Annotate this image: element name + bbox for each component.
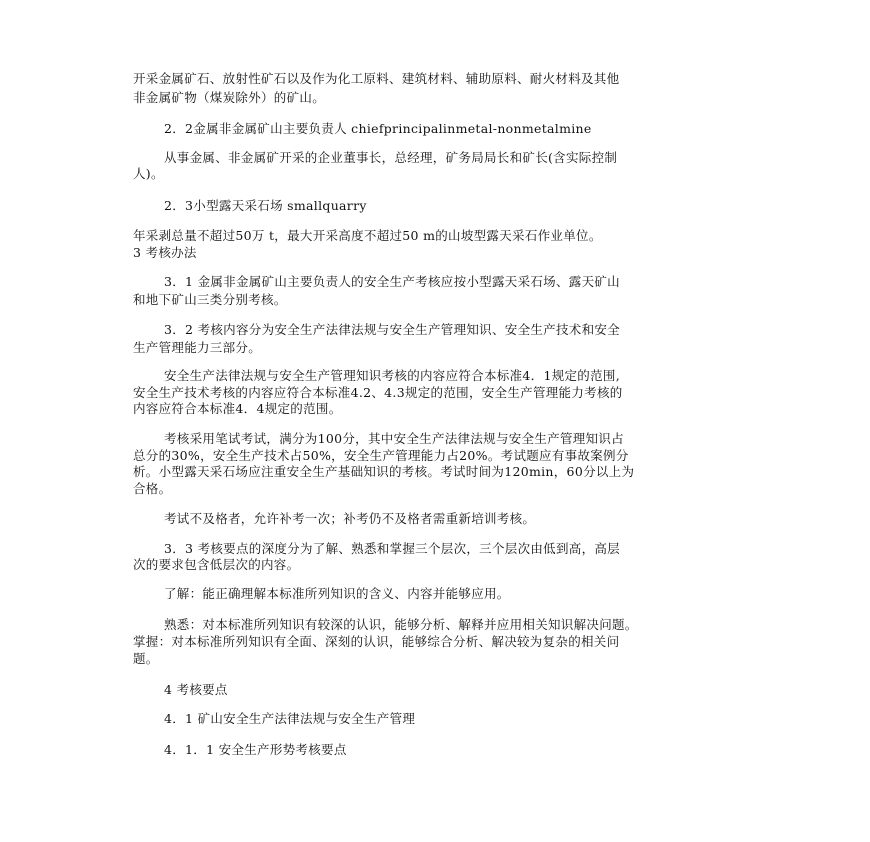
text-line: 安全生产技术考核的内容应符合本标准4.2、4.3规定的范围，安全生产管理能力考核的 [133, 385, 623, 400]
section-heading-4: 4 考核要点 [164, 682, 228, 697]
text-line: 3．2 考核内容分为安全生产法律法规与安全生产管理知识、安全生产技术和安全 [164, 322, 620, 337]
section-heading-4-1: 4．1 矿山安全生产法律法规与安全生产管理 [164, 711, 416, 726]
text-line: 熟悉：对本标准所列知识有较深的认识，能够分析、解释并应用相关知识解决问题。 [164, 617, 638, 632]
text-line: 3．1 金属非金属矿山主要负责人的安全生产考核应按小型露天采石场、露天矿山 [164, 274, 620, 289]
text-line: 3．3 考核要点的深度分为了解、熟悉和掌握三个层次，三个层次由低到高，高层 [164, 541, 620, 556]
text-line: 掌握：对本标准所列知识有全面、深刻的认识，能够综合分析、解决较为复杂的相关问 [133, 634, 620, 649]
text-line: 和地下矿山三类分别考核。 [133, 292, 287, 307]
text-line: 安全生产法律法规与安全生产管理知识考核的内容应符合本标准4．1规定的范围, [164, 368, 620, 383]
text-line: 析。小型露天采石场应注重安全生产基础知识的考核。考试时间为120min，60分以上为 [133, 464, 635, 479]
text-line: 题。 [133, 651, 159, 666]
text-line: 考试不及格者，允许补考一次；补考仍不及格者需重新培训考核。 [164, 511, 536, 526]
text-line: 生产管理能力三部分。 [133, 340, 262, 355]
text-line: 从事金属、非金属矿开采的企业董事长，总经理，矿务局局长和矿长(含实际控制 [164, 150, 618, 165]
text-line: 人)。 [133, 166, 164, 181]
section-heading-4-1-1: 4．1．1 安全生产形势考核要点 [164, 742, 347, 757]
text-line: 总分的30%，安全生产技术占50%，安全生产管理能力占20%。考试题应有事故案例分 [133, 448, 629, 463]
text-line: 合格。 [133, 481, 172, 496]
text-line: 年采剥总量不超过50万 t，最大开采高度不超过50 m的山坡型露天采石作业单位。 [133, 228, 602, 243]
text-line: 考核采用笔试考试，满分为100分，其中安全生产法律法规与安全生产管理知识占 [164, 431, 624, 446]
section-heading-2-3: 2．3小型露天采石场 smallquarry [164, 198, 367, 213]
text-line: 开采金属矿石、放射性矿石以及作为化工原料、建筑材料、辅助原料、耐火材料及其他 [133, 71, 620, 86]
section-heading-3: 3 考核办法 [133, 245, 197, 260]
section-heading-2-2: 2．2金属非金属矿山主要负责人 chiefprincipalinmetal-nonmetalmine [164, 121, 592, 136]
text-line: 了解：能正确理解本标准所列知识的含义、内容并能够应用。 [164, 586, 510, 601]
text-line: 次的要求包含低层次的内容。 [133, 557, 300, 572]
text-line: 内容应符合本标准4．4规定的范围。 [133, 401, 342, 416]
text-line: 非金属矿物（煤炭除外）的矿山。 [133, 90, 326, 105]
